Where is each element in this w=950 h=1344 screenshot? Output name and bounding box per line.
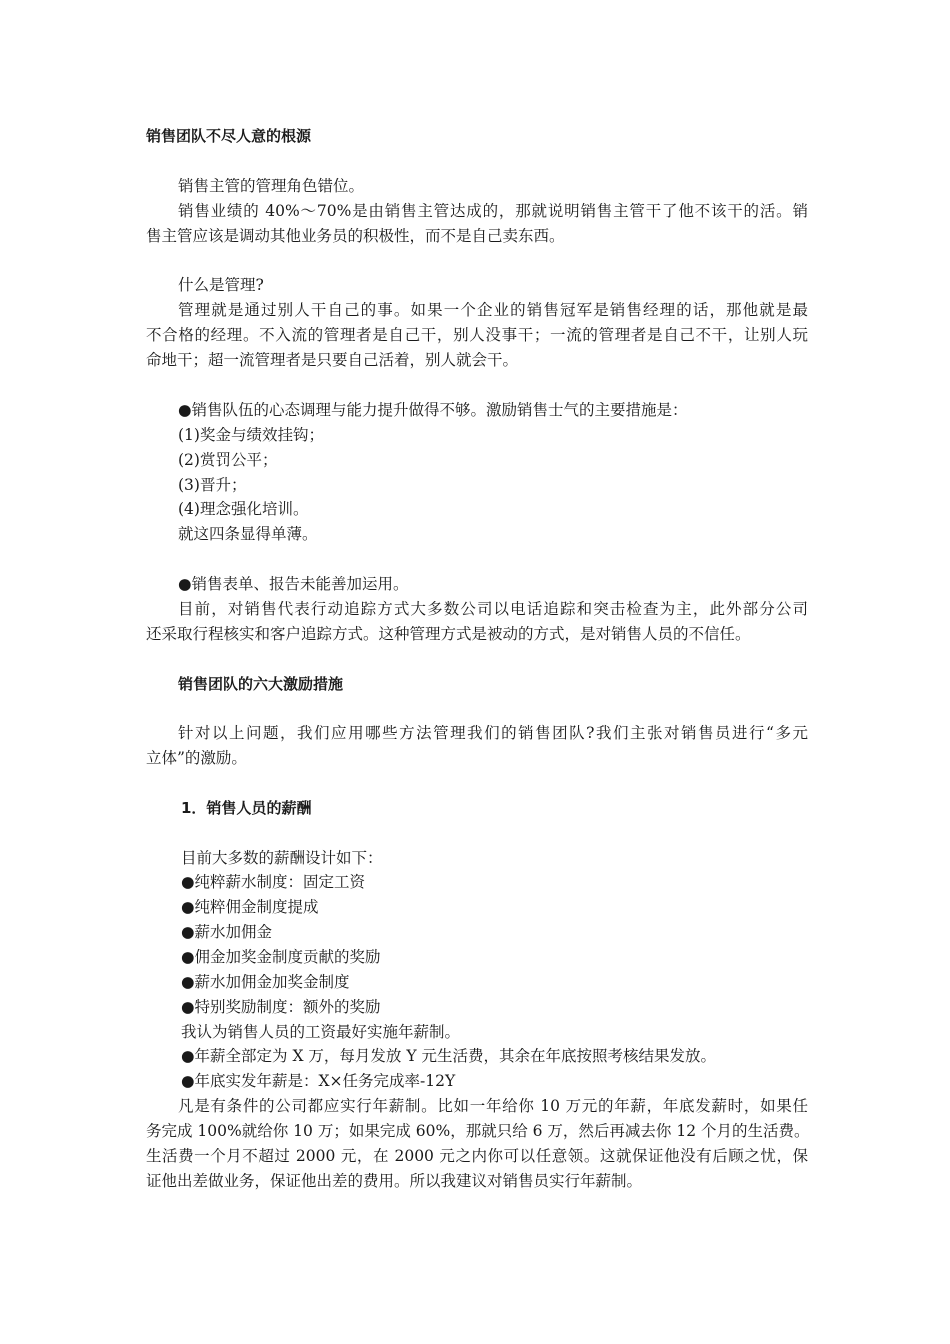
section-heading: 销售团队不尽人意的根源 <box>146 127 312 145</box>
list-item: (4)理念强化培训。 <box>178 500 309 518</box>
paragraph-line: 立体”的激励。 <box>146 749 247 767</box>
subsection-heading: 1．销售人员的薪酬 <box>181 799 312 817</box>
paragraph-line: 管理就是通过别人干自己的事。如果一个企业的销售冠军是销售经理的话，那他就是最 <box>178 301 808 319</box>
bullet-line: ●薪水加佣金 <box>181 923 273 941</box>
bullet-line: ●销售队伍的心态调理与能力提升做得不够。激励销售士气的主要措施是： <box>178 401 688 419</box>
list-item: (1)奖金与绩效挂钩； <box>178 426 324 444</box>
paragraph-line: 不合格的经理。不入流的管理者是自己干，别人没事干；一流的管理者是自己不干，让别人玩 <box>146 326 808 344</box>
bullet-line: ●纯粹薪水制度：固定工资 <box>181 873 366 891</box>
bullet-line: ●佣金加奖金制度贡献的奖励 <box>181 948 381 966</box>
paragraph-line: 还采取行程核实和客户追踪方式。这种管理方式是被动的方式，是对销售人员的不信任。 <box>146 625 751 643</box>
paragraph-line: 针对以上问题，我们应用哪些方法管理我们的销售团队?我们主张对销售员进行“多元 <box>178 724 808 742</box>
paragraph-line: 什么是管理? <box>178 276 264 294</box>
paragraph-line: 务完成 100%就给你 10 万；如果完成 60%，那就只给 6 万，然后再减去你 12 个月的生活费。 <box>146 1122 810 1140</box>
paragraph-line: 证他出差做业务，保证他出差的费用。所以我建议对销售员实行年薪制。 <box>146 1172 643 1190</box>
paragraph-line: 我认为销售人员的工资最好实施年薪制。 <box>181 1023 461 1041</box>
bullet-line: ●销售表单、报告未能善加运用。 <box>178 575 409 593</box>
list-item: (3)晋升； <box>178 476 247 494</box>
bullet-line: ●年底实发年薪是：X×任务完成率-12Y <box>181 1072 456 1090</box>
section-heading: 销售团队的六大激励措施 <box>178 675 344 693</box>
paragraph-line: 售主管应该是调动其他业务员的积极性，而不是自己卖东西。 <box>146 227 565 245</box>
paragraph-line: 目前，对销售代表行动追踪方式大多数公司以电话追踪和突击检查为主，此外部分公司 <box>178 600 808 618</box>
paragraph-line: 生活费一个月不超过 2000 元，在 2000 元之内你可以任意领。这就保证他没有后顾之忧，保 <box>146 1147 808 1165</box>
paragraph-line: 销售业绩的 40%～70%是由销售主管达成的，那就说明销售主管干了他不该干的活。销 <box>178 202 808 220</box>
bullet-line: ●年薪全部定为 X 万，每月发放 Y 元生活费，其余在年底按照考核结果发放。 <box>181 1047 717 1065</box>
bullet-line: ●薪水加佣金加奖金制度 <box>181 973 350 991</box>
bullet-line: ●特别奖励制度：额外的奖励 <box>181 998 381 1016</box>
paragraph-line: 就这四条显得单薄。 <box>178 525 318 543</box>
bullet-line: ●纯粹佣金制度提成 <box>181 898 319 916</box>
paragraph-line: 目前大多数的薪酬设计如下： <box>181 849 383 867</box>
paragraph-line: 销售主管的管理角色错位。 <box>178 177 365 195</box>
list-item: (2)赏罚公平； <box>178 451 278 469</box>
paragraph-line: 凡是有条件的公司都应实行年薪制。比如一年给你 10 万元的年薪，年底发薪时，如果任 <box>178 1097 808 1115</box>
paragraph-line: 命地干；超一流管理者是只要自己活着，别人就会干。 <box>146 351 519 369</box>
